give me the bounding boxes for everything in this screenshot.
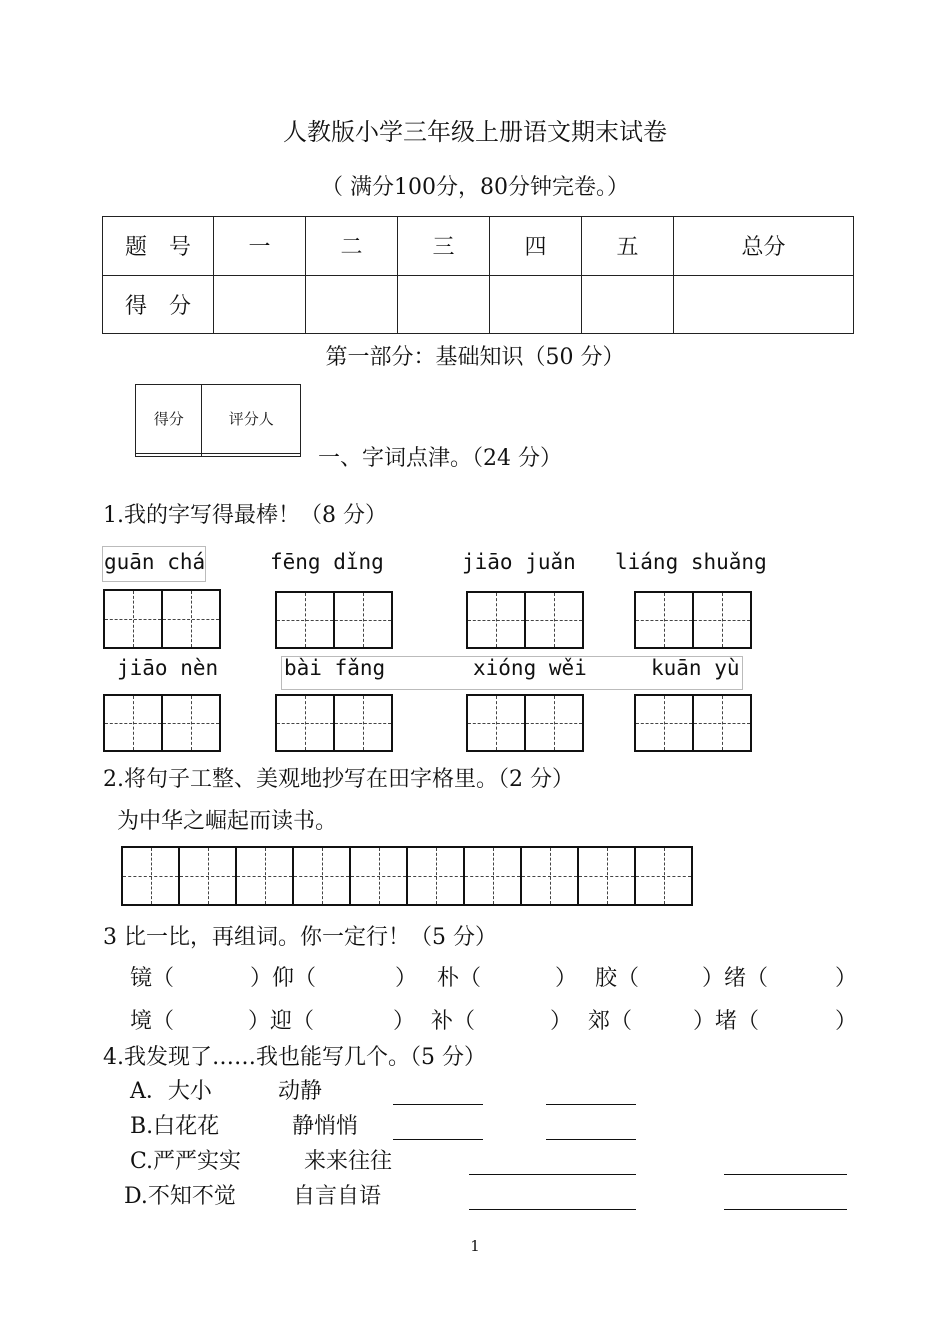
answer-line[interactable] <box>724 1174 847 1175</box>
grid-cell[interactable] <box>524 591 584 649</box>
q3-word: ）迎（ <box>248 1009 315 1034</box>
grid-cell[interactable] <box>463 846 522 906</box>
score-header-2: 二 <box>306 217 398 276</box>
q4-title: 4.我发现了……我也能写几个。（5 分） <box>103 1045 486 1070</box>
grader-table <box>135 384 301 457</box>
score-cell[interactable] <box>674 275 854 334</box>
q3-word: ） <box>835 966 858 991</box>
answer-line[interactable] <box>724 1209 847 1210</box>
score-header-3: 三 <box>398 217 490 276</box>
grid-cell[interactable] <box>121 846 180 906</box>
answer-line[interactable] <box>469 1174 636 1175</box>
q4-label: C.严严实实 <box>130 1149 242 1174</box>
q3-word: 补（ <box>431 1009 476 1034</box>
q3-word: 镜（ <box>130 966 175 991</box>
score-header-label: 题 号 <box>103 217 214 276</box>
score-cell[interactable] <box>490 275 582 334</box>
grid-cell[interactable] <box>161 694 221 752</box>
pinyin: jiāo juǎn <box>462 550 576 574</box>
q3-word: 境（ <box>130 1009 175 1034</box>
q4-word: 自言自语 <box>293 1184 382 1209</box>
score-table-header-row <box>103 217 854 276</box>
score-table-score-row <box>103 275 854 334</box>
grid-cell[interactable] <box>235 846 294 906</box>
grid-cell[interactable] <box>103 694 163 752</box>
score-cell[interactable] <box>582 275 674 334</box>
grid-cell[interactable] <box>634 846 693 906</box>
writing-grid[interactable] <box>103 694 219 752</box>
grid-cell[interactable] <box>275 591 335 649</box>
score-header-4: 四 <box>490 217 582 276</box>
score-cell[interactable] <box>398 275 490 334</box>
grid-cell[interactable] <box>333 694 393 752</box>
grid-cell[interactable] <box>333 591 393 649</box>
pinyin: xióng wěi <box>473 656 587 680</box>
pinyin: bài fǎng <box>284 656 386 680</box>
pinyin: fēng dǐng <box>270 550 384 574</box>
grader-name-label: 评分人 <box>202 385 301 454</box>
grid-cell[interactable] <box>692 694 752 752</box>
exam-subtitle: （ 满分100分，80分钟完卷。） <box>321 175 629 200</box>
q3-word: ）绪（ <box>702 966 769 991</box>
score-header-1: 一 <box>214 217 306 276</box>
page-number: 1 <box>470 1237 480 1255</box>
score-header-total: 总分 <box>674 217 854 276</box>
answer-line[interactable] <box>393 1139 483 1140</box>
answer-line[interactable] <box>469 1209 636 1210</box>
grid-cell[interactable] <box>634 591 694 649</box>
grid-cell[interactable] <box>577 846 636 906</box>
grid-cell[interactable] <box>161 589 221 649</box>
grader-score-cell[interactable] <box>136 453 202 456</box>
writing-grid[interactable] <box>634 694 750 752</box>
grid-cell[interactable] <box>692 591 752 649</box>
q2-title: 2.将句子工整、美观地抄写在田字格里。（2 分） <box>103 767 574 792</box>
grid-cell[interactable] <box>466 694 526 752</box>
answer-line[interactable] <box>546 1104 636 1105</box>
q3-word: ） <box>550 1009 573 1034</box>
writing-grid[interactable] <box>275 694 391 752</box>
grader-name-cell[interactable] <box>202 453 301 456</box>
answer-line[interactable] <box>393 1104 483 1105</box>
score-header-5: 五 <box>582 217 674 276</box>
grid-cell[interactable] <box>634 694 694 752</box>
writing-grid[interactable] <box>466 591 582 649</box>
grader-score-label: 得分 <box>136 385 202 454</box>
grid-cell[interactable] <box>524 694 584 752</box>
q3-word: ） <box>555 966 578 991</box>
q3-word: ） <box>835 1009 858 1034</box>
score-table <box>102 216 854 334</box>
grid-cell[interactable] <box>178 846 237 906</box>
q3-word: ） <box>395 966 418 991</box>
grid-cell[interactable] <box>275 694 335 752</box>
pinyin: kuān yù <box>651 656 740 680</box>
writing-grid[interactable] <box>103 589 219 649</box>
answer-line[interactable] <box>546 1139 636 1140</box>
q4-word: 来来往往 <box>304 1149 393 1174</box>
q3-word: 胶（ <box>595 966 640 991</box>
q3-word: ） <box>393 1009 416 1034</box>
exam-title: 人教版小学三年级上册语文期末试卷 <box>283 118 667 146</box>
pinyin: liáng shuǎng <box>615 550 767 574</box>
q4-word: 静悄悄 <box>292 1114 359 1139</box>
writing-grid[interactable] <box>275 591 391 649</box>
section-1-title: 一、字词点津。（24 分） <box>318 446 562 471</box>
q3-word: ）堵（ <box>693 1009 760 1034</box>
grid-cell[interactable] <box>520 846 579 906</box>
q4-label: A．大小 <box>130 1079 212 1104</box>
q2-sentence: 为中华之崛起而读书。 <box>117 809 338 834</box>
pinyin: jiāo nèn <box>117 656 219 680</box>
grid-cell[interactable] <box>349 846 408 906</box>
grid-cell[interactable] <box>292 846 351 906</box>
q3-title: 3 比一比，再组词。你一定行！（5 分） <box>103 925 497 950</box>
pinyin: guān chá <box>104 550 206 574</box>
q4-label: D.不知不觉 <box>124 1184 236 1209</box>
part-title: 第一部分：基础知识（50 分） <box>325 345 625 370</box>
score-cell[interactable] <box>214 275 306 334</box>
q4-label: B.白花花 <box>130 1114 220 1139</box>
grid-cell[interactable] <box>466 591 526 649</box>
score-row-label: 得 分 <box>103 275 214 334</box>
q3-word: ）仰（ <box>250 966 317 991</box>
writing-grid[interactable] <box>466 694 582 752</box>
q1-title: 1.我的字写得最棒！（8 分） <box>103 503 387 528</box>
score-cell[interactable] <box>306 275 398 334</box>
writing-grid[interactable] <box>634 591 750 649</box>
grid-cell[interactable] <box>406 846 465 906</box>
sentence-writing-grid[interactable] <box>121 846 691 906</box>
q4-word: 动静 <box>278 1079 323 1104</box>
grid-cell[interactable] <box>103 589 163 649</box>
q3-word: 郊（ <box>588 1009 633 1034</box>
q3-word: 朴（ <box>437 966 482 991</box>
